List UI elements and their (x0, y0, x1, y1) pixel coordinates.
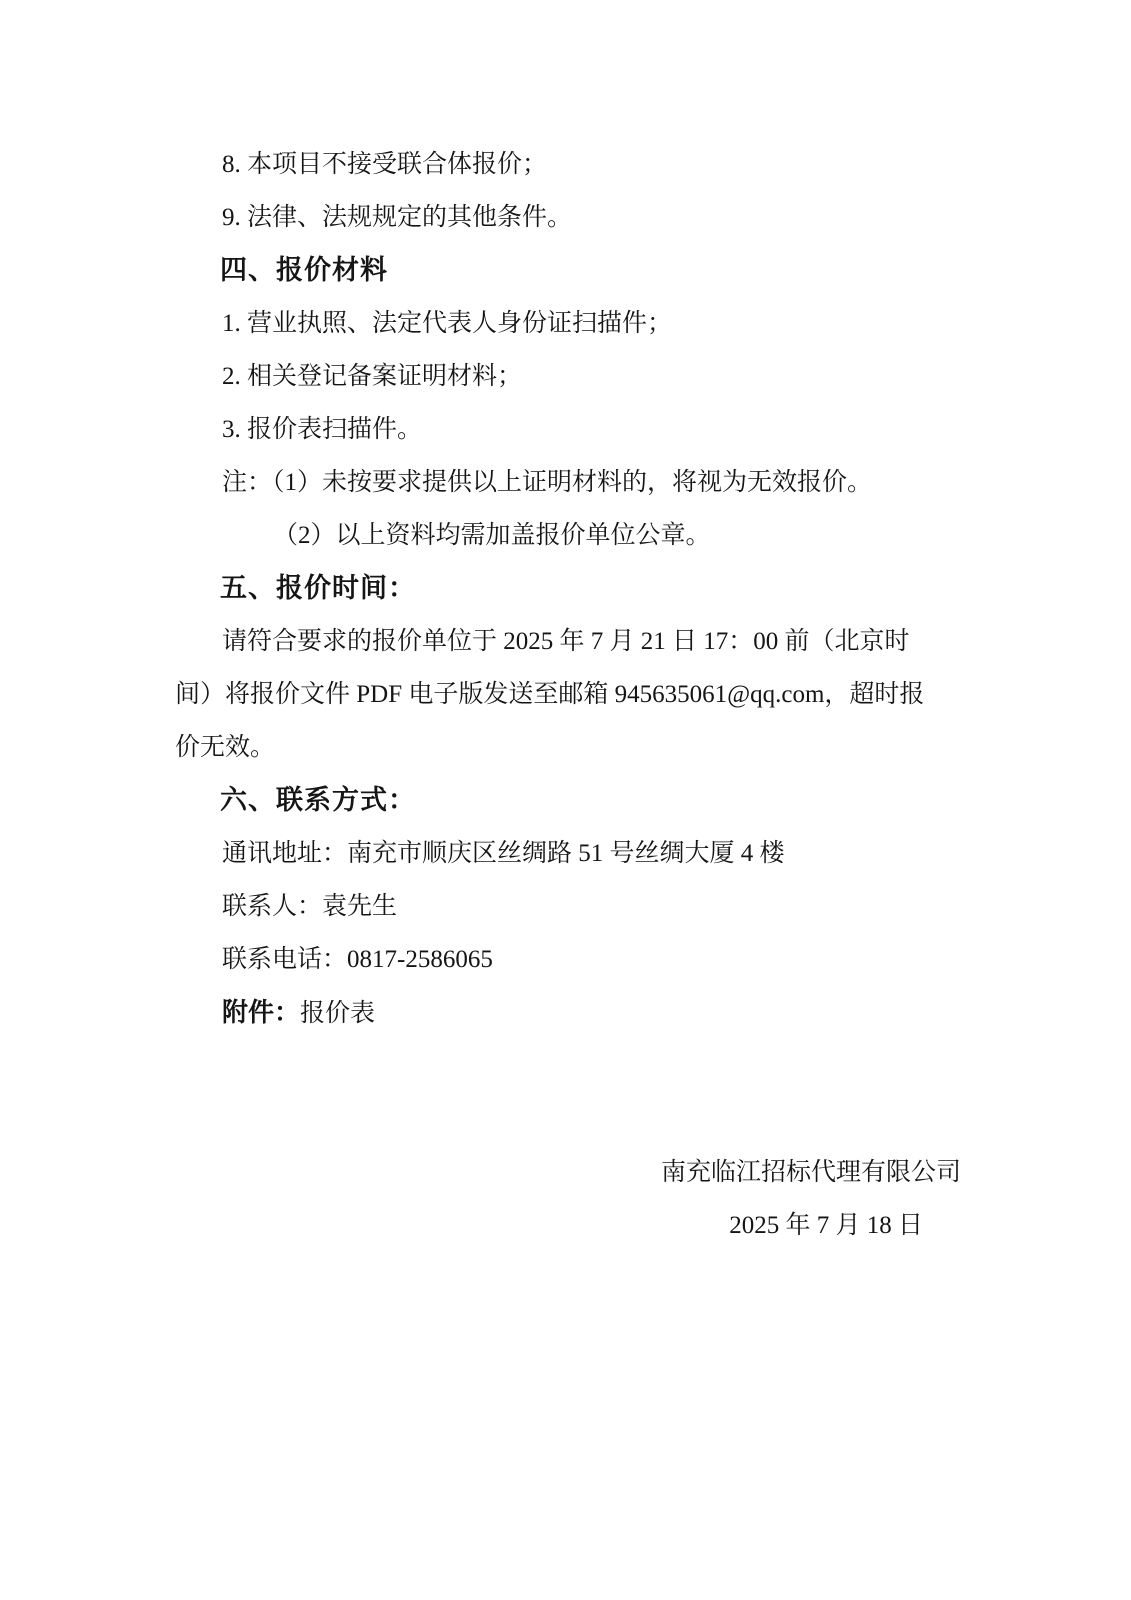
signature-block (175, 1146, 961, 1252)
materials-item-1: 1. 营业执照、法定代表人身份证扫描件； (222, 310, 673, 337)
section-heading-materials: 四、报价材料 (220, 255, 388, 285)
condition-item-9: 9. 法律、法规规定的其他条件。 (222, 204, 573, 231)
deadline-paragraph-line-2: 间）将报价文件 PDF 电子版发送至邮箱 945635061@qq.com，超时报 (175, 681, 925, 708)
materials-item-3: 3. 报价表扫描件。 (222, 416, 423, 443)
materials-note-2: （2）以上资料均需加盖报价单位公章。 (273, 522, 711, 549)
materials-item-2: 2. 相关登记备案证明材料； (222, 363, 523, 390)
attachment-line (175, 986, 961, 1040)
attachment-label: 附件： (222, 997, 301, 1027)
deadline-paragraph-line-3: 价无效。 (175, 734, 276, 761)
contact-address: 通讯地址：南充市顺庆区丝绸路 51 号丝绸大厦 4 楼 (222, 840, 785, 867)
deadline-paragraph-line-1: 请符合要求的报价单位于 2025 年 7 月 21 日 17：00 前（北京时 (222, 628, 910, 655)
attachment-value: 报价表 (300, 1000, 376, 1027)
section-heading-deadline: 五、报价时间： (220, 573, 416, 603)
signature-company: 南充临江招标代理有限公司 (660, 1159, 961, 1186)
contact-phone: 联系电话：0817-2586065 (222, 946, 493, 973)
signature-date: 2025 年 7 月 18 日 (729, 1212, 923, 1239)
contact-person: 联系人：袁先生 (222, 893, 398, 920)
materials-note-1: 注：（1）未按要求提供以上证明材料的，将视为无效报价。 (222, 469, 873, 496)
condition-item-8: 8. 本项目不接受联合体报价； (222, 151, 548, 178)
section-heading-contact: 六、联系方式： (220, 785, 416, 815)
